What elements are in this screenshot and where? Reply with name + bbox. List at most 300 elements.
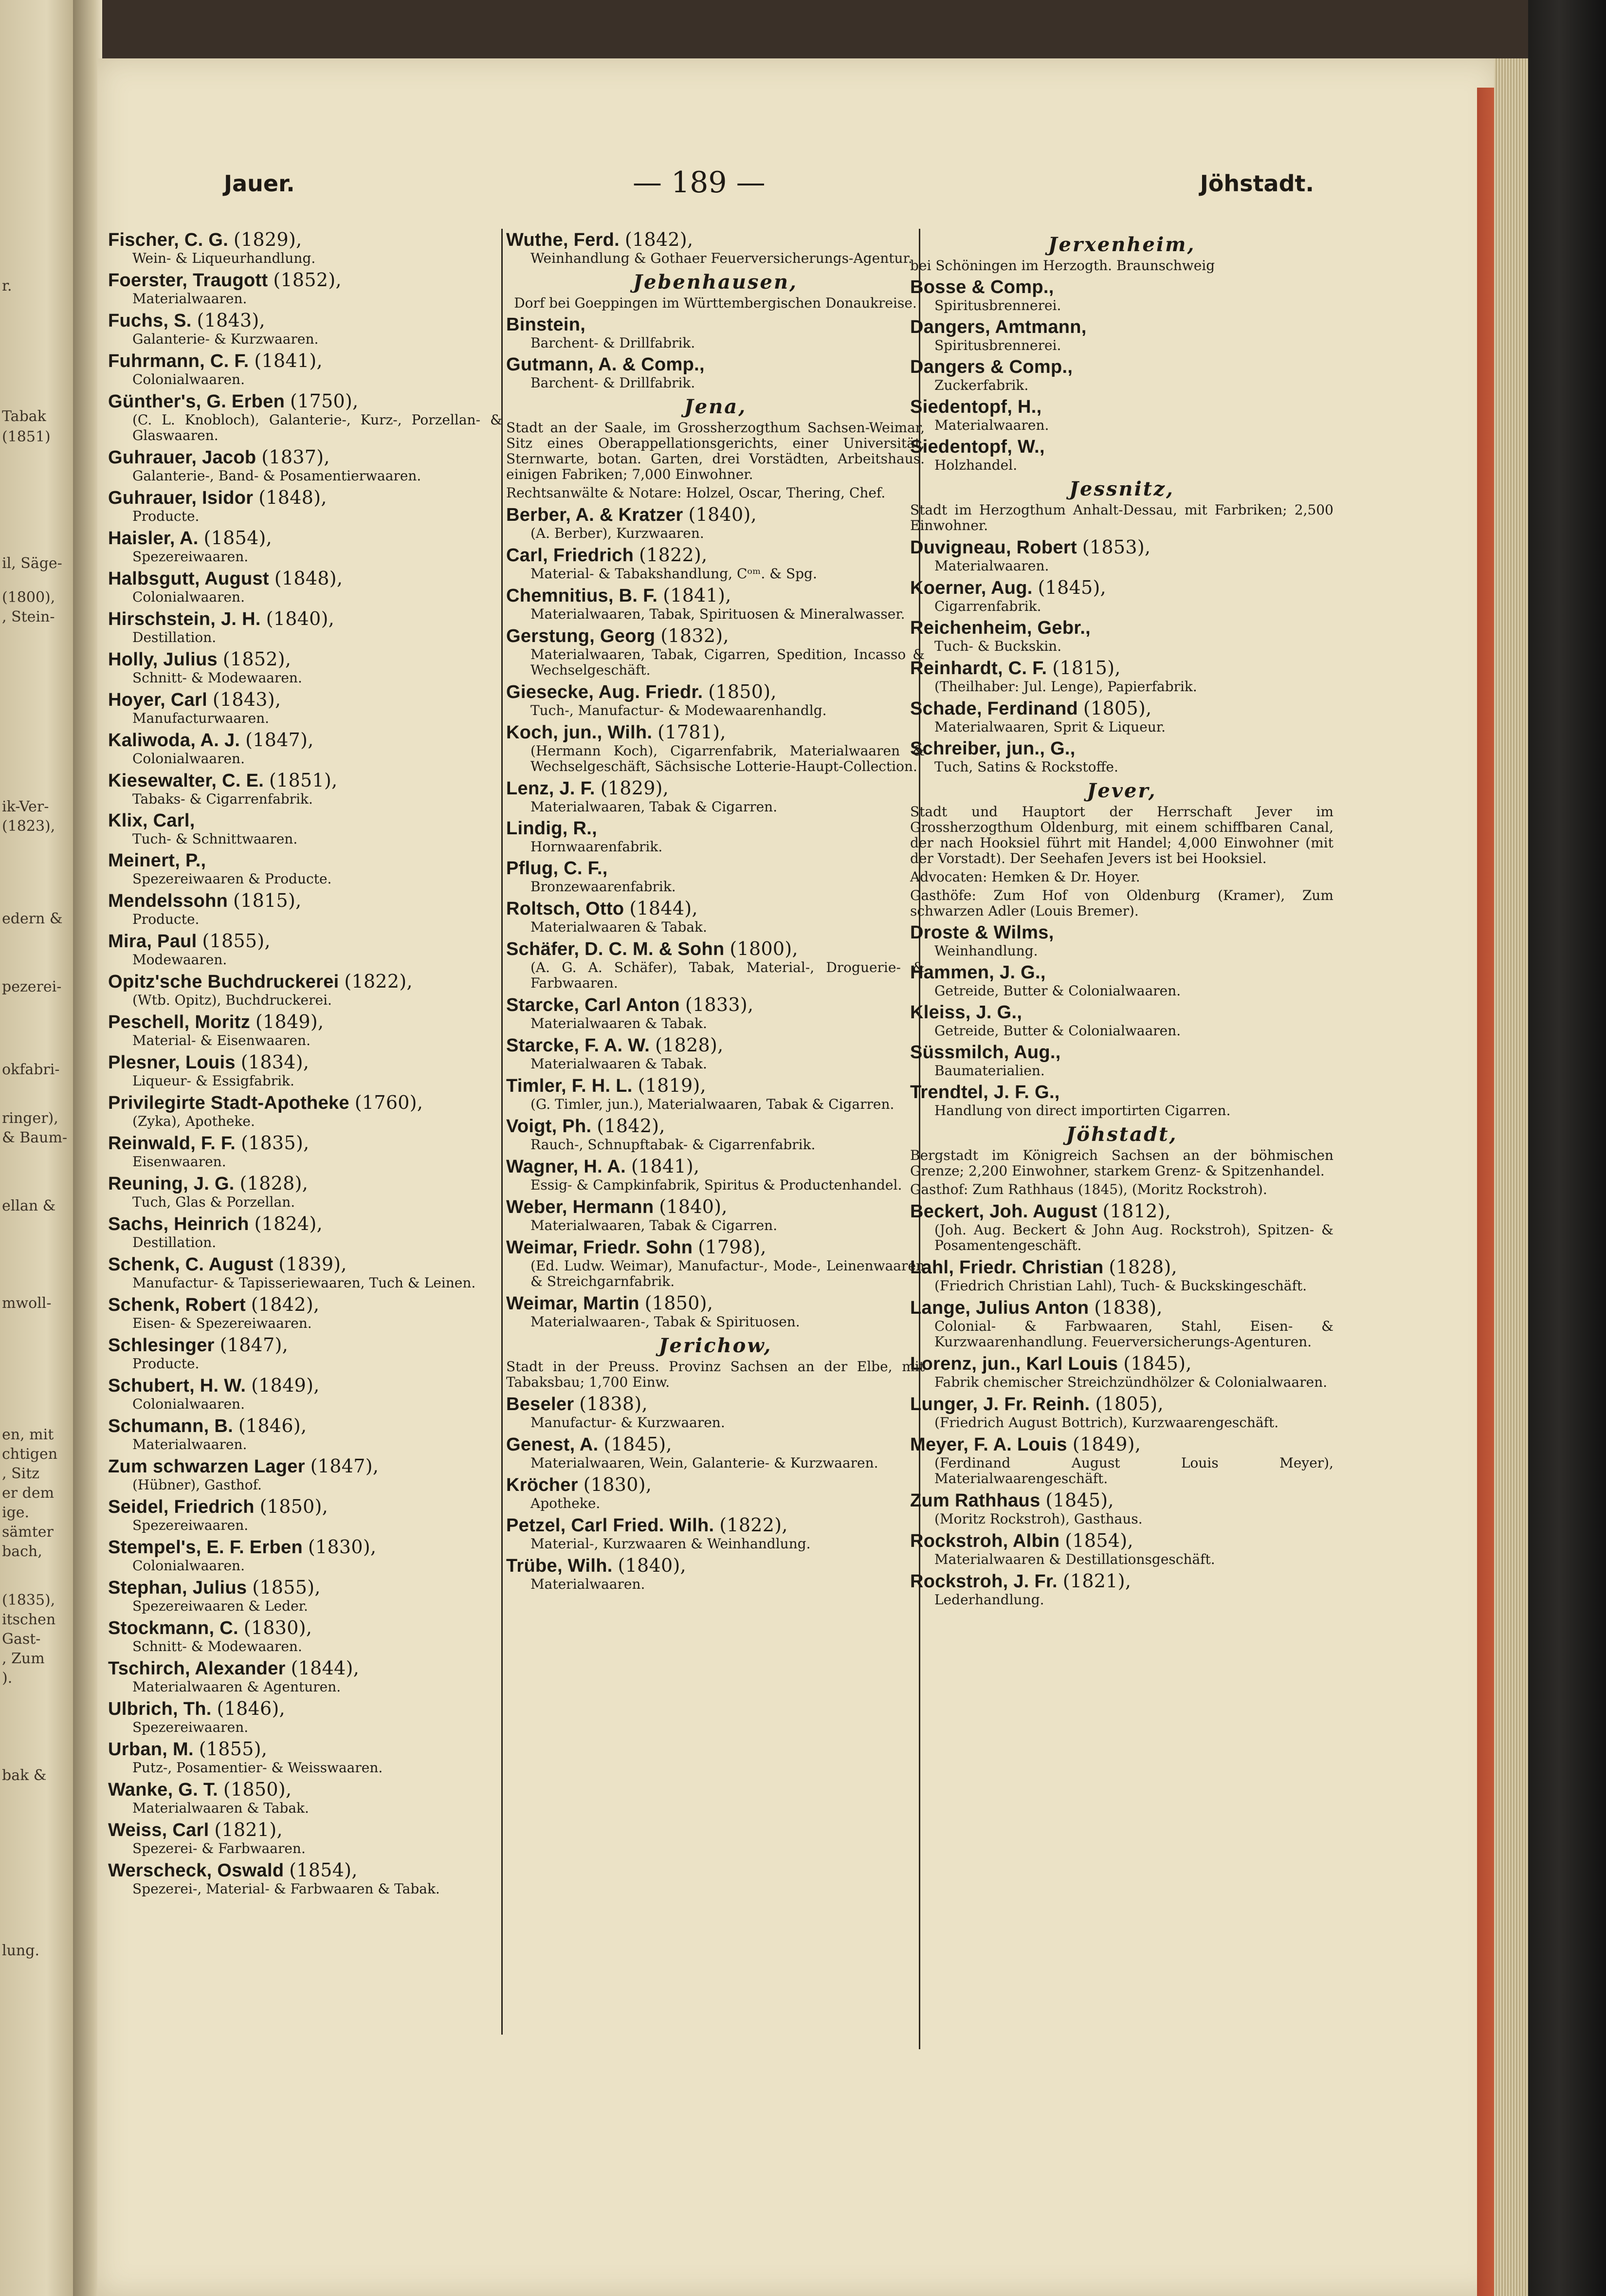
left-page-fragment: , Zum [2,1650,45,1667]
entry-firm: Holly, Julius [108,649,218,670]
left-page-fragment: chtigen [2,1446,58,1463]
entry-firm: Schumann, B. [108,1416,233,1436]
entry-year: (1845), [1038,577,1107,598]
directory-entry [108,890,502,927]
entry-firm: Mendelssohn [108,891,228,911]
left-page-fragment: mwoll- [2,1295,52,1312]
entry-description: Hornwaarenfabrik. [530,839,663,855]
directory-entry [108,527,502,565]
entry-description: Destillation. [132,629,217,645]
entry-description: Liqueur- & Essigfabrik. [132,1073,294,1089]
entry-firm: Seidel, Friedrich [108,1497,255,1517]
directory-entry [506,1156,925,1193]
entry-description: Materialwaaren. [934,417,1049,433]
entry-year: (1819), [638,1075,707,1096]
entry-year: (1844), [291,1657,360,1679]
entry-firm: Chemnitius, B. F. [506,586,658,606]
entry-firm: Hirschstein, J. H. [108,609,261,629]
entry-year: (1848), [258,487,327,508]
left-page-fragment: Tabak [2,408,46,425]
entry-description: Barchent- & Drillfabrik. [530,335,695,351]
place-description: Stadt und Hauptort der Herrschaft Jever im Grossherzogthum Oldenburg, mit einem schiffbaren Canal, der nach Hooksiel führt mit Handel; 4,000 Einwohner (mit der Vorstadt). Der Seehafen Jevers ist bei Hooksiel. [910,804,1333,866]
place-description: bei Schöningen im Herzogth. Braunschweig [910,257,1215,274]
place-description: Stadt im Herzogthum Anhalt-Dessau, mit Farbriken; 2,500 Einwohner. [910,502,1333,533]
directory-entry [506,938,925,991]
entry-firm: Trübe, Wilh. [506,1556,613,1576]
directory-entry [108,1213,502,1250]
directory-entry [910,1082,1333,1119]
directory-entry [108,689,502,726]
entry-firm: Schenk, C. August [108,1254,274,1275]
entry-description: Spezereiwaaren. [132,1517,249,1533]
entry-name [506,229,925,251]
entry-description: Tabaks- & Cigarrenfabrik. [132,791,313,807]
entry-name [506,721,925,743]
left-page-fragment: , Sitz [2,1465,40,1482]
entry-description: (A. G. A. Schäfer), Tabak, Material-, Droguerie- & Farbwaaren. [530,959,925,991]
entry-description: Schnitt- & Modewaaren. [132,1638,302,1654]
entry-firm: Klix, Carl, [108,810,195,831]
entry-name [108,890,502,912]
book-cover [1528,0,1606,2296]
entry-description: Materialwaaren, Sprit & Liqueur. [934,719,1166,735]
entry-firm: Guhrauer, Isidor [108,488,254,508]
entry-name [910,316,1333,338]
entry-firm: Fuhrmann, C. F. [108,351,249,371]
directory-entry [108,1455,502,1493]
left-page-fragment: & Baum- [2,1129,68,1146]
entry-year: (1845), [603,1433,672,1455]
entry-year: (1822), [344,971,413,992]
entry-year: (1850), [259,1496,328,1517]
directory-entry [108,648,502,686]
entry-firm: Petzel, Carl Fried. Wilh. [506,1515,714,1536]
entry-firm: Weiss, Carl [108,1820,209,1840]
entry-name [108,1213,502,1235]
left-page-fragment: bach, [2,1543,42,1560]
entry-firm: Giesecke, Aug. Friedr. [506,682,703,702]
directory-entry [506,1514,925,1552]
entry-firm: Süssmilch, Aug., [910,1042,1061,1063]
entry-name [506,938,925,960]
entry-year: (1852), [273,269,342,291]
entry-name [910,1042,1333,1063]
entry-description: Material- & Eisenwaaren. [132,1032,310,1048]
entry-description: Tuch- & Buckskin. [934,638,1062,654]
entry-firm: Weimar, Friedr. Sohn [506,1237,693,1258]
entry-year: (1840), [266,608,335,629]
entry-firm: Schreiber, jun., G., [910,738,1076,759]
directory-entry [506,229,925,266]
entry-name [910,536,1333,558]
place-description: Stadt in der Preuss. Provinz Sachsen an der Elbe, mit Tabaksbau; 1,700 Einw. [506,1359,925,1390]
directory-entry [910,1433,1333,1487]
entry-name [910,962,1333,983]
entry-firm: Wanke, G. T. [108,1780,219,1800]
header-left: Jauer. [224,170,295,197]
entry-description: (Ed. Ludw. Weimar), Manufactur-, Mode-, Leinenwaaren & Streichgarnfabrik. [530,1258,925,1289]
entry-year: (1843), [212,689,281,710]
entry-year: (1841), [663,585,731,606]
entry-year: (1841), [631,1156,700,1177]
entry-name [108,568,502,589]
directory-entry [108,850,502,887]
entry-firm: Berber, A. & Kratzer [506,505,683,525]
entry-description: (Moritz Rockstroh), Gasthaus. [934,1511,1143,1527]
left-page-fragment: er dem [2,1485,55,1502]
entry-year: (1842), [251,1294,320,1315]
entry-name [506,354,925,375]
entry-name [506,1292,925,1314]
directory-entry [910,1200,1333,1253]
entry-description: (Zyka), Apotheke. [132,1113,255,1129]
entry-year: (1840), [688,504,757,525]
directory-entry [910,1353,1333,1390]
entry-firm: Reinwald, F. F. [108,1133,236,1154]
directory-entry [108,1334,502,1372]
entry-year: (1829), [233,229,302,250]
entry-name [506,1196,925,1218]
left-page-fragment: ik-Ver- [2,798,49,815]
entry-description: Spiritusbrennerei. [934,337,1061,353]
entry-firm: Fischer, C. G. [108,230,229,250]
place-heading: Jerxenheim, [1048,233,1196,256]
entry-year: (1842), [597,1115,665,1137]
directory-entry [506,777,925,815]
entry-firm: Günther's, G. Erben [108,391,285,412]
directory-entry [506,1075,925,1112]
entry-firm: Hoyer, Carl [108,690,207,710]
entry-year: (1846), [217,1698,286,1719]
directory-entry [108,269,502,307]
entry-description: Handlung von direct importirten Cigarren. [934,1102,1231,1119]
entry-description: Colonialwaaren. [132,1558,245,1574]
entry-description: Galanterie-, Band- & Posamentierwaaren. [132,468,421,484]
entry-year: (1822), [719,1514,788,1536]
entry-name [910,1433,1333,1455]
entry-name [108,1577,502,1598]
entry-firm: Schade, Ferdinand [910,698,1078,719]
left-page-fragment: bak & [2,1767,47,1784]
entry-year: (1838), [579,1393,648,1414]
place-description: Gasthof: Zum Rathhaus (1845), (Moritz Rockstroh). [910,1181,1267,1197]
entry-firm: Lindig, R., [506,818,597,839]
left-page-fragment: (1835), [2,1592,55,1609]
place-heading: Jever, [1087,779,1157,802]
entry-name [108,1536,502,1558]
entry-name [506,1115,925,1137]
directory-entry [108,1132,502,1170]
entry-name [108,648,502,670]
column-2 [506,229,925,1595]
entry-year: (1830), [243,1617,312,1638]
entry-name [108,1415,502,1437]
entry-description: Destillation. [132,1234,217,1250]
entry-description: Materialwaaren, Tabak & Cigarren. [530,1217,778,1233]
entry-description: Colonial- & Farbwaaren, Stahl, Eisen- & Kurzwaarenhandlung. Feuerversicherungs-Agenturen. [934,1318,1333,1350]
left-page-fragment: , Stein- [2,608,55,625]
place-description: Dorf bei Goeppingen im Württembergischen Donaukreise. [514,295,917,311]
entry-description: Materialwaaren. [934,558,1049,574]
entry-firm: Privilegirte Stadt-Apotheke [108,1093,349,1113]
entry-name [506,1075,925,1097]
entry-firm: Werscheck, Oswald [108,1860,284,1881]
entry-year: (1847), [245,729,314,751]
directory-entry [910,1297,1333,1350]
entry-description: Eisen- & Spezereiwaaren. [132,1315,312,1331]
entry-name [910,1353,1333,1375]
directory-entry [910,1530,1333,1567]
entry-year: (1847), [219,1334,289,1356]
directory-entry [910,577,1333,614]
entry-description: Producte. [132,508,200,524]
entry-firm: Wuthe, Ferd. [506,230,620,250]
directory-entry [108,770,502,807]
entry-firm: Reinhardt, C. F. [910,658,1047,679]
directory-entry [506,858,925,895]
directory-entry [108,1092,502,1129]
entry-year: (1835), [240,1132,310,1154]
directory-entry [108,446,502,484]
entry-firm: Meyer, F. A. Louis [910,1434,1067,1455]
directory-entry [108,1375,502,1412]
entry-name [108,269,502,291]
entry-name [506,1236,925,1258]
left-page-fragment: okfabri- [2,1061,60,1078]
entry-name [108,930,502,952]
entry-description: Materialwaaren-, Tabak & Spirituosen. [530,1314,800,1330]
directory-entry [108,930,502,968]
entry-firm: Schenk, Robert [108,1295,246,1315]
left-page-fragment: en, mit [2,1426,54,1443]
entry-firm: Timler, F. H. L. [506,1076,633,1096]
entry-name [108,1738,502,1760]
entry-firm: Lenz, J. F. [506,778,595,799]
left-page-fragment: sämter [2,1524,54,1541]
directory-entry [108,350,502,387]
entry-firm: Reuning, J. G. [108,1174,235,1194]
entry-year: (1854), [203,527,273,549]
entry-description: Galanterie- & Kurzwaaren. [132,331,319,347]
entry-year: (1798), [698,1236,766,1258]
entry-name [108,1496,502,1518]
entry-firm: Kleiss, J. G., [910,1002,1022,1023]
entry-firm: Ulbrich, Th. [108,1699,212,1719]
entry-name [910,276,1333,298]
entry-description: Tuch- & Schnittwaaren. [132,831,298,847]
entry-description: (G. Timler, jun.), Materialwaaren, Tabak & Cigarren. [530,1096,894,1112]
directory-entry [910,536,1333,574]
entry-firm: Weimar, Martin [506,1293,639,1314]
entry-name [108,1779,502,1800]
entry-firm: Starcke, F. A. W. [506,1035,650,1056]
entry-name [108,1092,502,1114]
entry-year: (1845), [1123,1353,1192,1374]
entry-year: (1850), [223,1779,292,1800]
place-heading: Jöhstadt, [1066,1123,1178,1146]
entry-name [506,504,925,526]
entry-firm: Meinert, P., [108,850,206,871]
place-heading: Jena, [684,395,747,418]
directory-entry [108,1011,502,1048]
directory-entry [108,1173,502,1210]
directory-entry [108,608,502,645]
entry-name [506,777,925,799]
entry-name [108,1375,502,1396]
entry-name [910,1200,1333,1222]
entry-name [506,585,925,606]
directory-entry [108,971,502,1008]
entry-firm: Schlesinger [108,1335,215,1356]
directory-entry [910,962,1333,999]
entry-name [108,310,502,331]
entry-firm: Siedentopf, H., [910,397,1042,417]
entry-description: Colonialwaaren. [132,589,245,605]
entry-description: Material-, Kurzwaaren & Weinhandlung. [530,1536,811,1552]
entry-firm: Duvigneau, Robert [910,537,1077,558]
entry-year: (1815), [1052,657,1121,679]
directory-entry [506,1034,925,1072]
entry-description: Manufactur- & Tapisseriewaaren, Tuch & Leinen. [132,1275,476,1291]
column-1 [108,229,502,1900]
left-page-fragment: lung. [2,1942,39,1959]
entry-description: Weinhandlung & Gothaer Feuerversicherungs-Agentur. [530,250,912,266]
entry-year: (1837), [261,446,330,468]
left-page-fragment: r. [2,277,12,294]
entry-firm: Gutmann, A. & Comp., [506,354,705,375]
entry-firm: Sachs, Heinrich [108,1214,249,1234]
entry-name [506,1034,925,1056]
entry-firm: Gerstung, Georg [506,626,656,646]
left-page-fragment: ). [2,1670,13,1687]
place-heading: Jebenhausen, [633,271,798,294]
place-description: Bergstadt im Königreich Sachsen an der böhmischen Grenze; 2,200 Einwohner, starkem Grenz- & Spitzenhandel. [910,1147,1333,1179]
entry-year: (1855), [252,1577,321,1598]
entry-firm: Zum schwarzen Lager [108,1456,305,1477]
entry-name [910,1530,1333,1552]
directory-entry [506,818,925,855]
entry-name [506,1555,925,1577]
entry-firm: Dangers & Comp., [910,357,1073,377]
entry-firm: Siedentopf, W., [910,437,1045,457]
entry-description: Materialwaaren, Tabak, Cigarren, Spedition, Incasso & Wechselgeschäft. [530,646,925,678]
entry-year: (1830), [308,1536,377,1558]
entry-name [108,971,502,992]
entry-year: (1828), [239,1173,309,1194]
directory-entry [910,617,1333,654]
directory-entry [108,1577,502,1614]
entry-name [108,1455,502,1477]
directory-entry [506,1292,925,1330]
entry-year: (1846), [238,1415,307,1436]
left-page-fragment: itschen [2,1611,56,1628]
directory-entry [506,681,925,718]
entry-description: Materialwaaren & Tabak. [132,1800,309,1816]
entry-firm: Foerster, Traugott [108,270,268,291]
entry-name [108,1173,502,1194]
left-page-fragment: il, Säge- [2,555,62,572]
entry-year: (1843), [197,310,266,331]
directory-entry [506,1555,925,1592]
entry-year: (1834), [240,1051,310,1073]
entry-description: Barchent- & Drillfabrik. [530,375,695,391]
entry-year: (1750), [290,390,359,412]
entry-description: Materialwaaren & Tabak. [530,919,707,935]
entry-year: (1815), [233,890,302,911]
entry-description: Spezereiwaaren. [132,549,249,565]
entry-name [910,396,1333,418]
entry-year: (1821), [214,1819,283,1840]
directory-entry [506,1115,925,1153]
entry-name [910,1082,1333,1103]
page-stack-edge [1494,58,1528,2296]
entry-description: (C. L. Knobloch), Galanterie-, Kurz-, Porzellan- & Glaswaaren. [132,412,502,443]
entry-description: Rauch-, Schnupftabak- & Cigarrenfabrik. [530,1137,816,1153]
entry-description: Manufactur- & Kurzwaaren. [530,1414,725,1431]
entry-year: (1805), [1083,698,1152,719]
entry-year: (1855), [199,1738,268,1760]
place-description: Gasthöfe: Zum Hof von Oldenburg (Kramer), Zum schwarzen Adler (Louis Bremer). [910,887,1333,919]
entry-year: (1855), [202,930,271,952]
entry-name [506,1433,925,1455]
entry-firm: Mira, Paul [108,931,197,952]
entry-description: Spezerei-, Material- & Farbwaaren & Tabak. [132,1881,440,1897]
directory-entry [910,1489,1333,1527]
entry-year: (1839), [278,1253,347,1275]
directory-entry [910,738,1333,775]
entry-year: (1830), [583,1474,652,1495]
entry-year: (1812), [1102,1200,1171,1222]
directory-entry [108,1859,502,1897]
entry-name [506,898,925,919]
entry-name [108,770,502,791]
entry-description: (Hübner), Gasthof. [132,1477,262,1493]
entry-firm: Hammen, J. G., [910,962,1046,983]
column-3 [910,229,1333,1611]
directory-entry [108,310,502,347]
entry-name [108,1859,502,1881]
directory-entry [506,504,925,541]
entry-description: Putz-, Posamentier- & Weisswaaren. [132,1760,383,1776]
entry-year: (1828), [655,1034,724,1056]
directory-entry [910,1256,1333,1294]
entry-name [506,1474,925,1496]
entry-firm: Fuchs, S. [108,311,192,331]
entry-name [108,390,502,412]
entry-year: (1822), [639,544,708,566]
entry-name [108,487,502,509]
directory-entry [910,1042,1333,1079]
entry-name [910,698,1333,719]
directory-entry [108,1698,502,1735]
entry-name [910,922,1333,943]
entry-year: (1828), [1109,1256,1177,1278]
place-heading: Jessnitz, [1069,478,1174,500]
entry-description: Lederhandlung. [934,1592,1044,1608]
entry-name [506,1393,925,1415]
directory-entry [108,390,502,443]
entry-firm: Droste & Wilms, [910,922,1054,943]
entry-firm: Wagner, H. A. [506,1157,626,1177]
entry-description: Schnitt- & Modewaaren. [132,670,302,686]
entry-firm: Koch, jun., Wilh. [506,722,653,743]
directory-entry [506,1393,925,1431]
entry-firm: Genest, A. [506,1434,599,1455]
entry-description: Material- & Tabakshandlung, Cᵒᵐ. & Spg. [530,566,817,582]
entry-name [108,810,502,831]
entry-description: Producte. [132,1356,200,1372]
entry-firm: Zum Rathhaus [910,1490,1040,1511]
